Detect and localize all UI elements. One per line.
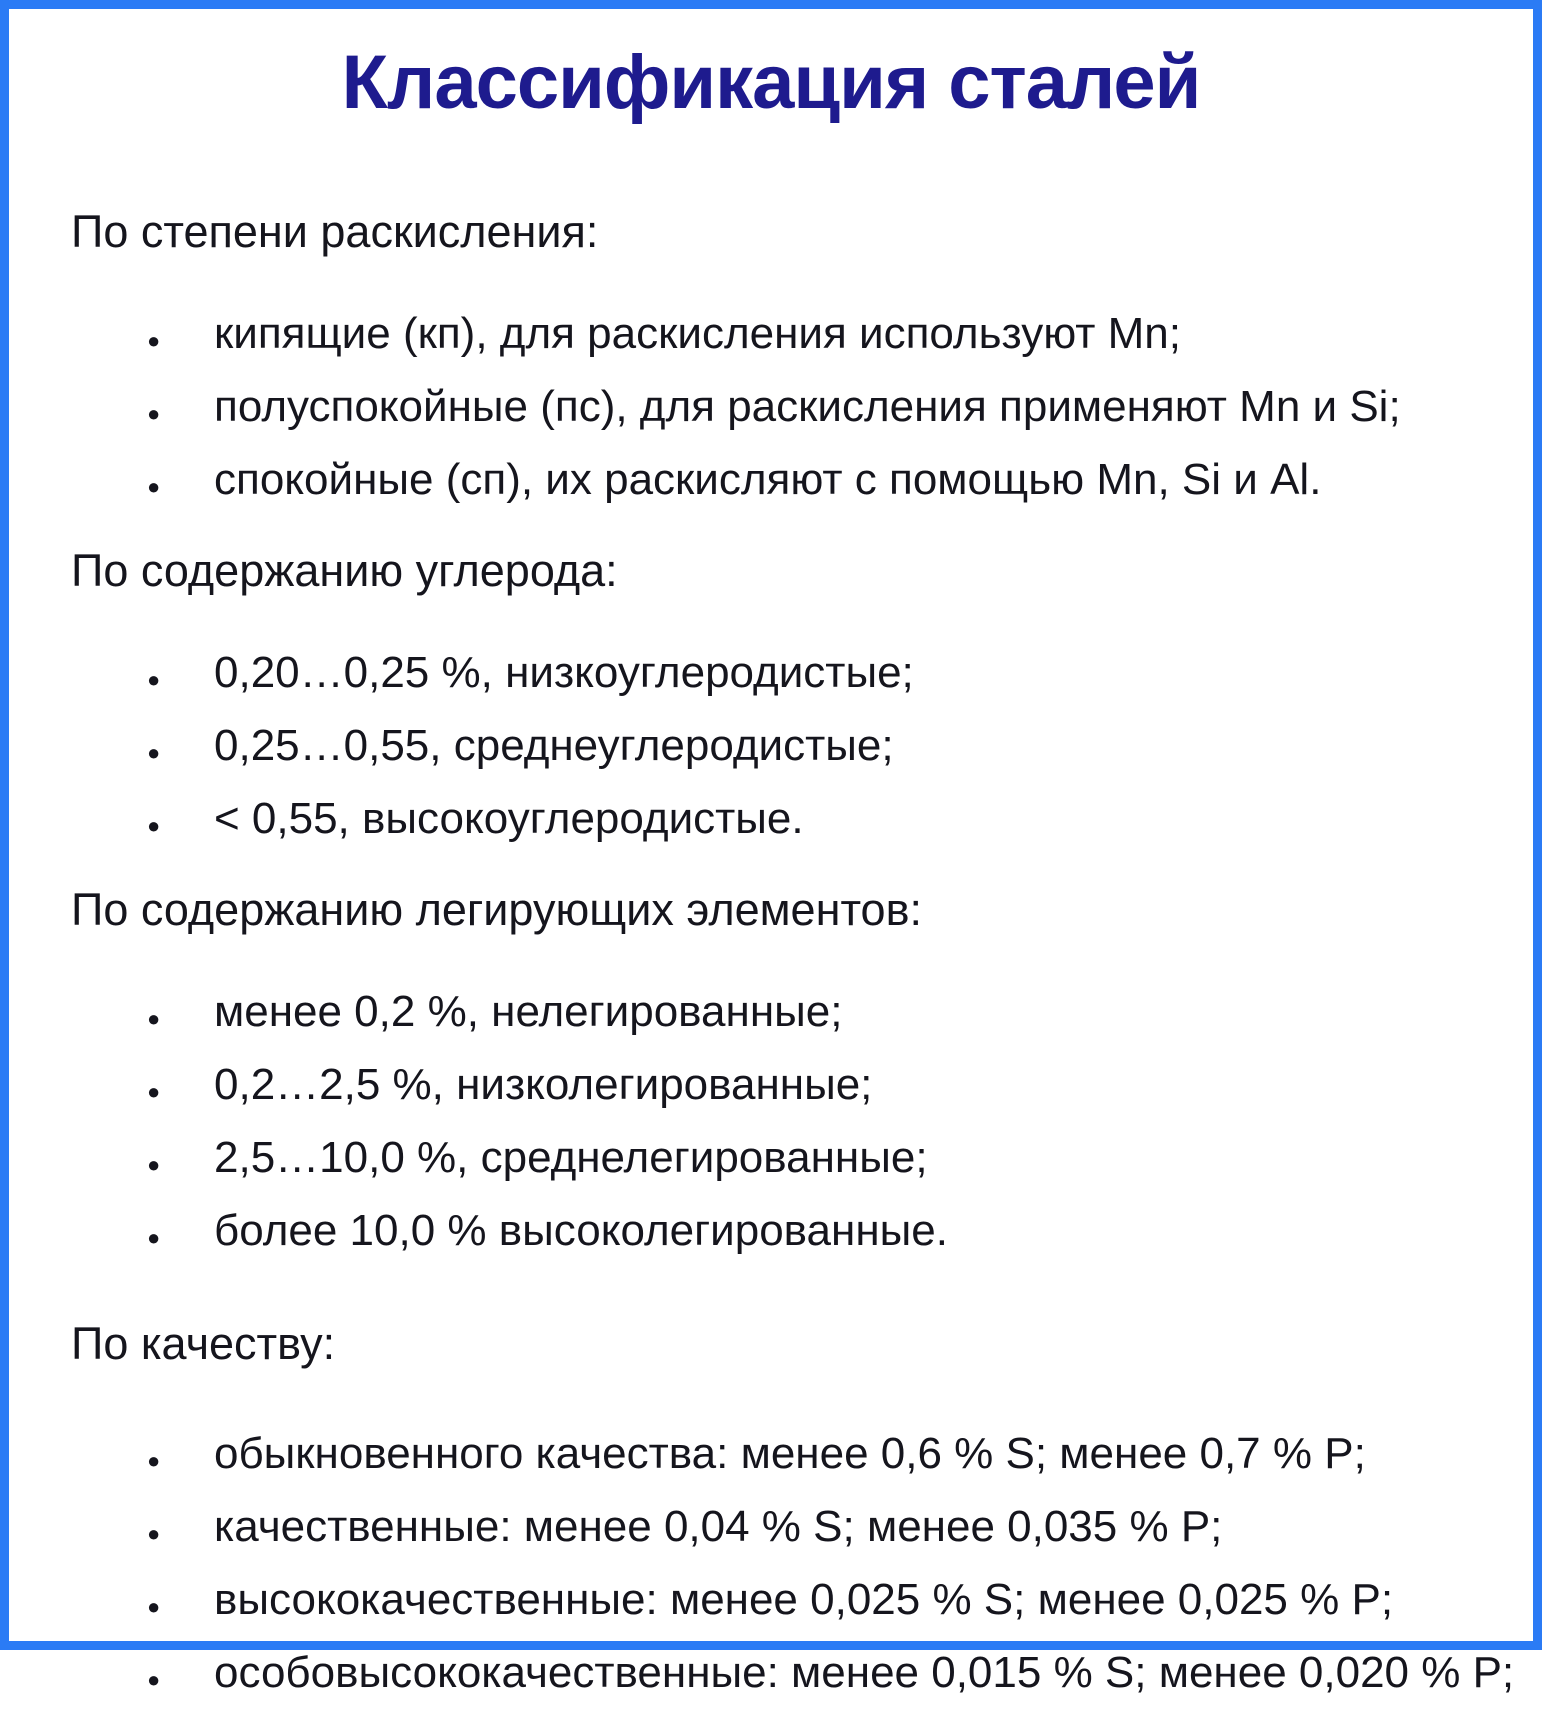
list-item <box>147 979 1533 1052</box>
list-item-text: высококачественные: менее 0,025 % S; менее 0,025 % P; <box>214 1575 1394 1624</box>
bullet-icon: ● <box>147 1006 161 1031</box>
bullet-icon: ● <box>147 1225 161 1250</box>
section-heading: По качеству: <box>71 1318 336 1369</box>
content <box>9 199 1533 1713</box>
list-item-text: 0,2…2,5 %, низколегированные; <box>214 1060 873 1109</box>
list-item <box>147 1198 1533 1271</box>
section-heading: По содержанию легирующих элементов: <box>71 884 922 935</box>
list-item-text: полуспокойные (пс), для раскисления применяют Mn и Si; <box>214 382 1401 431</box>
list-item-text: более 10,0 % высоколегированные. <box>214 1206 948 1255</box>
list-item-text: обыкновенного качества: менее 0,6 % S; менее 0,7 % P; <box>214 1429 1366 1478</box>
list-item-text: 2,5…10,0 %, среднелегированные; <box>214 1133 928 1182</box>
bullet-icon: ● <box>147 1448 161 1473</box>
list-item <box>147 1125 1533 1198</box>
section-heading: По степени раскисления: <box>71 206 599 257</box>
bullet-icon: ● <box>147 1594 161 1619</box>
list-item <box>147 447 1533 520</box>
list-item <box>147 713 1533 786</box>
bullet-icon: ● <box>147 740 161 765</box>
section-heading: По содержанию углерода: <box>71 545 618 596</box>
list-item-text: качественные: менее 0,04 % S; менее 0,035 % P; <box>214 1502 1223 1551</box>
list-item-text: спокойные (сп), их раскисляют с помощью Mn, Si и Al. <box>214 455 1322 504</box>
page-title: Классификация сталей <box>341 40 1201 125</box>
list-item <box>147 640 1533 713</box>
bullet-list <box>9 640 1533 859</box>
bullet-icon: ● <box>147 328 161 353</box>
bullet-icon: ● <box>147 1079 161 1104</box>
list-item-text: кипящие (кп), для раскисления используют Mn; <box>214 309 1181 358</box>
list-item <box>147 1640 1533 1713</box>
list-item <box>147 1567 1533 1640</box>
list-item <box>147 374 1533 447</box>
list-item <box>147 1421 1533 1494</box>
bullet-list <box>9 301 1533 520</box>
bullet-icon: ● <box>147 474 161 499</box>
list-item <box>147 1494 1533 1567</box>
list-item-text: < 0,55, высокоуглеродистые. <box>214 794 804 843</box>
list-item-text: 0,25…0,55, среднеуглеродистые; <box>214 721 894 770</box>
bullet-icon: ● <box>147 667 161 692</box>
bullet-list <box>9 1421 1533 1713</box>
bullet-icon: ● <box>147 1667 161 1692</box>
bullet-list <box>9 979 1533 1271</box>
list-item-text: менее 0,2 %, нелегированные; <box>214 987 843 1036</box>
bullet-icon: ● <box>147 1152 161 1177</box>
bullet-icon: ● <box>147 401 161 426</box>
list-item <box>147 301 1533 374</box>
bullet-icon: ● <box>147 813 161 838</box>
list-item-text: особовысококачественные: менее 0,015 % S; менее 0,020 % P; <box>214 1648 1515 1697</box>
list-item-text: 0,20…0,25 %, низкоуглеродистые; <box>214 648 914 697</box>
list-item <box>147 1052 1533 1125</box>
bullet-icon: ● <box>147 1521 161 1546</box>
list-item <box>147 786 1533 859</box>
